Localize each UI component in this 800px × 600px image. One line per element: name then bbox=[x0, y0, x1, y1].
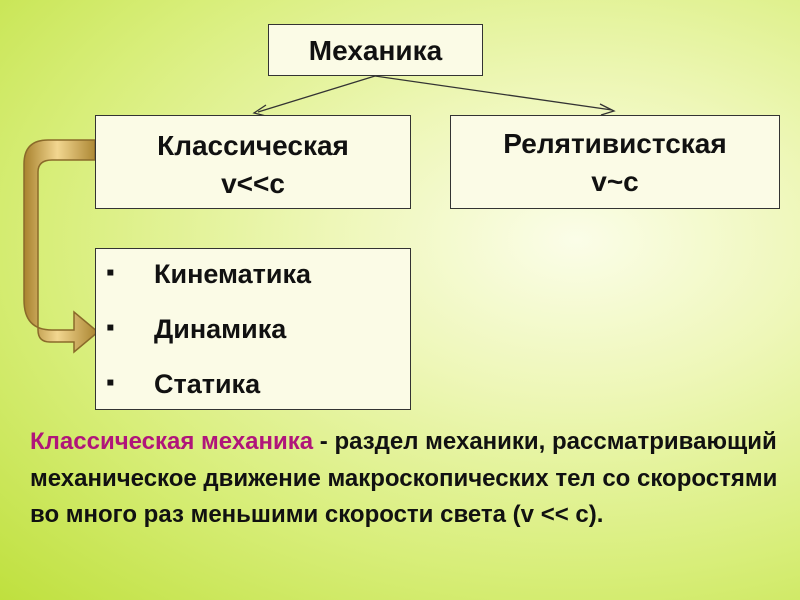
branch-kinematics: Кинематика bbox=[154, 259, 312, 289]
branches-list bbox=[95, 248, 411, 410]
bullet-icon: ▪ bbox=[106, 369, 115, 396]
relativistic-title: Релятивистская bbox=[503, 128, 727, 159]
root-connector-lines bbox=[254, 76, 614, 116]
definition-term: Классическая механика bbox=[30, 428, 314, 455]
root-node-mechanics bbox=[268, 24, 483, 76]
root-label: Механика bbox=[308, 35, 443, 66]
definition-paragraph bbox=[30, 424, 790, 534]
bullet-icon: ▪ bbox=[106, 259, 115, 286]
branch-dynamics: Динамика bbox=[154, 314, 287, 344]
node-classical bbox=[95, 115, 411, 209]
classical-condition: v<<c bbox=[221, 168, 285, 199]
definition-text: - раздел механики, рассматривающий механическое движение макроскопических тел со скоростями во много раз меньшими скорости света (v << c). bbox=[30, 428, 778, 528]
branch-statics: Статика bbox=[154, 369, 261, 399]
relativistic-condition: v~c bbox=[591, 166, 639, 197]
classical-title: Классическая bbox=[157, 130, 349, 161]
curved-arrow bbox=[24, 140, 98, 352]
node-relativistic bbox=[450, 115, 780, 209]
bullet-icon: ▪ bbox=[106, 314, 115, 341]
